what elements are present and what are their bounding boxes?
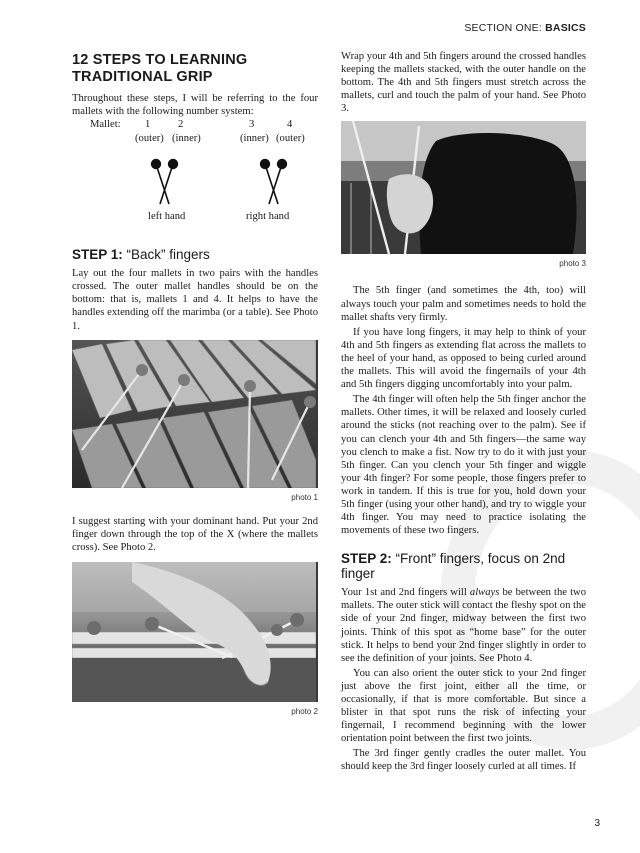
step-2-p1-emphasis: always <box>469 587 500 599</box>
right-hand-label: right hand <box>246 211 290 223</box>
photo-2-caption: photo 2 <box>291 706 318 716</box>
dominant-hand-paragraph: I suggest starting with your dominant hand. Put your 2nd finger down through the top of the X (where the mallets cross). See Photo 2. <box>72 515 318 553</box>
step-2-paragraph-2: You can also orient the outer stick to your 2nd finger just above the first joint, either all the time, or occasionally, if that is more comfortable. But since a blister in that spot runs the risk of infecting your fingernail, I recommend beginning with the lower orientation point between the first two joints. <box>341 667 586 745</box>
mallet-1-number: 1 <box>145 119 151 131</box>
mallet-4-number: 4 <box>287 119 293 131</box>
mallet-3-number: 3 <box>249 119 255 131</box>
step-2-heading <box>341 551 586 581</box>
mallet-label: Mallet: <box>90 119 121 131</box>
mallet-3-position: (inner) <box>240 133 269 145</box>
intro-paragraph: Throughout these steps, I will be referring to the four mallets with the following number system: <box>72 93 318 118</box>
wrap-paragraph: Wrap your 4th and 5th fingers around the crossed handles keeping the mallets stacked, with the outer handle on the bottom. The 4th and 5th fingers must stretch across the mallets, curl and touch the palm of your hand. See Photo 3. <box>341 51 586 115</box>
left-hand-mallets-icon <box>142 156 186 206</box>
photo-1-caption: photo 1 <box>291 492 318 502</box>
step-1-label: STEP 1: <box>72 247 123 263</box>
right-column <box>341 50 586 774</box>
section-header <box>464 22 586 34</box>
section-label: SECTION ONE: <box>464 22 542 34</box>
photo-3-caption: photo 3 <box>559 259 586 269</box>
step-2-paragraph-3: The 3rd finger gently cradles the outer mallet. You should keep the 3rd finger loosely curled at all times. If <box>341 748 586 773</box>
mallet-number-diagram <box>72 118 318 230</box>
step-2-paragraph-1 <box>341 586 586 665</box>
step-1-heading <box>72 247 318 262</box>
page-title <box>72 52 318 86</box>
left-column <box>72 50 318 716</box>
mallet-1-position: (outer) <box>135 133 164 145</box>
long-fingers-paragraph: If you have long fingers, it may help to think of your 4th and 5th fingers as extending flat across the mallets to the heel of your hand, as opposed to being curled around the mallets. This will avoid the fingernails of your 4th and 5th fingers digging uncomfortably into your palm. <box>341 326 586 391</box>
step-2-p1-start: Your 1st and 2nd fingers will <box>341 587 470 599</box>
mallet-4-position: (outer) <box>276 133 305 145</box>
page-number: 3 <box>594 818 600 829</box>
photo-2 <box>72 562 318 702</box>
step-2-title: “Front” fingers, focus on 2nd finger <box>341 551 566 582</box>
right-hand-mallets-icon <box>251 156 295 206</box>
photo-3 <box>341 121 586 254</box>
step-1-title: “Back” fingers <box>122 247 210 263</box>
title-line-2: TRADITIONAL GRIP <box>72 69 213 85</box>
section-name: BASICS <box>545 22 586 34</box>
title-line-1: 12 STEPS TO LEARNING <box>72 52 248 68</box>
mallet-2-number: 2 <box>178 119 184 131</box>
fourth-finger-paragraph: The 4th finger will often help the 5th finger anchor the mallets. Other times, it will be relaxed and loosely curled around the sticks (not reaching over to the palm). See if you can clench your 4th and 5th fingers—the same way you clench to make a fist. Now try to do it with just your 5th finger. Can you clench your 5th finger and wiggle your 4th finger? For some people, those fingers prefer to work in tandem. If this is true for you, hold down your 5th finger (using your other hand), and try to wiggle your 4th finger. You may need to practice isolating the movements of these two fingers. <box>341 394 586 537</box>
step-2-label: STEP 2: <box>341 551 392 567</box>
fifth-finger-paragraph: The 5th finger (and sometimes the 4th, too) will always touch your palm and sometimes needs to hold the mallet shafts very firmly. <box>341 285 586 323</box>
mallet-2-position: (inner) <box>172 133 201 145</box>
step-1-text: Lay out the four mallets in two pairs with the handles crossed. The outer mallet handles should be on the bottom: that is, mallets 1 and 4. It helps to have the handles extending off the marimba (or a table). See Photo 1. <box>72 268 318 332</box>
photo-1 <box>72 340 318 488</box>
left-hand-label: left hand <box>148 211 186 223</box>
step-2-p1-rest: be between the two mallets. The outer stick will contact the fleshy spot on the side of your 2nd finger, midway between the first two joints. Think of this spot as “home base” for the outer stick. It helps to bend your 2nd finger slightly in order to see the definition of your joints. See Photo 4. <box>341 587 586 664</box>
